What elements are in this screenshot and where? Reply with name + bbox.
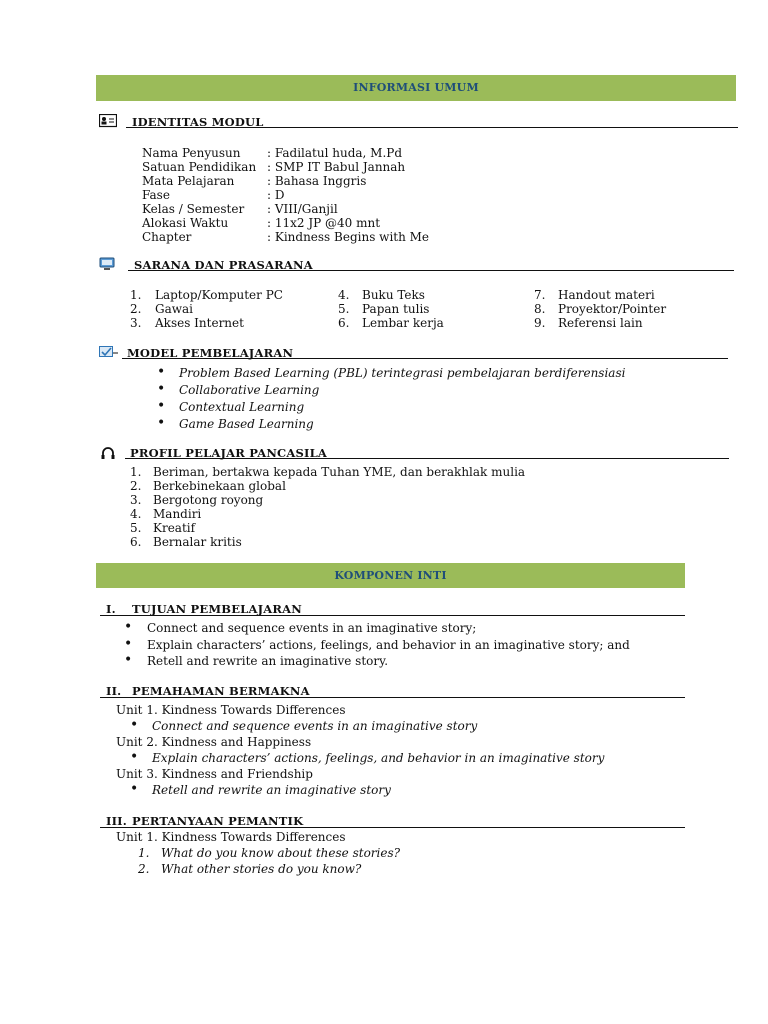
bullet-icon: • (157, 364, 166, 380)
list-item: Bergotong royong (153, 493, 264, 507)
list-num: 6. (130, 535, 142, 549)
id-card-icon (99, 114, 117, 131)
bullet-icon: • (124, 636, 133, 652)
list-item: Handout materi (558, 288, 655, 302)
list-num: 9. (534, 316, 546, 330)
identitas-rule (126, 127, 738, 128)
headphones-icon (101, 446, 115, 463)
list-item: Game Based Learning (179, 417, 314, 431)
unit-heading: Unit 1. Kindness Towards Differences (116, 830, 346, 844)
pertanyaan-num: III. (106, 814, 127, 828)
unit-heading: Unit 1. Kindness Towards Differences (116, 703, 346, 717)
list-num: 2. (130, 479, 142, 493)
tujuan-rule (100, 615, 685, 616)
list-num: 8. (534, 302, 546, 316)
komponen-inti-banner (96, 563, 685, 588)
identitas-value: : Bahasa Inggris (267, 174, 367, 188)
computer-icon (99, 257, 115, 274)
list-item: What do you know about these stories? (161, 846, 401, 860)
model-title: MODEL PEMBELAJARAN (127, 346, 294, 360)
list-num: 2. (130, 302, 142, 316)
list-item: Explain characters’ actions, feelings, and behavior in an imaginative story (152, 751, 605, 765)
list-item: Referensi lain (558, 316, 643, 330)
list-item: Bernalar kritis (153, 535, 242, 549)
identitas-value: : SMP IT Babul Jannah (267, 160, 406, 174)
identitas-value: : Kindness Begins with Me (267, 230, 430, 244)
identitas-label: Fase (142, 188, 170, 202)
bullet-icon: • (157, 381, 166, 397)
bullet-icon: • (157, 398, 166, 414)
list-item: Kreatif (153, 521, 196, 535)
identitas-modul-title: IDENTITAS MODUL (132, 115, 264, 129)
profil-rule (125, 458, 729, 459)
list-item: Collaborative Learning (179, 383, 320, 397)
list-num: 3. (130, 316, 142, 330)
bullet-icon: • (124, 619, 133, 635)
bullet-icon: • (130, 717, 139, 733)
identitas-value: : D (267, 188, 285, 202)
list-num: 5. (338, 302, 350, 316)
checklist-icon (99, 344, 119, 361)
list-item: Retell and rewrite an imaginative story. (147, 654, 389, 668)
pemahaman-rule (100, 697, 685, 698)
list-item: Gawai (155, 302, 194, 316)
identitas-label: Nama Penyusun (142, 146, 241, 160)
list-item: Papan tulis (362, 302, 430, 316)
identitas-label: Chapter (142, 230, 192, 244)
profil-title: PROFIL PELAJAR PANCASILA (130, 446, 328, 460)
tujuan-title: TUJUAN PEMBELAJARAN (132, 602, 302, 616)
list-item: Retell and rewrite an imaginative story (152, 783, 391, 797)
list-num: 1. (138, 846, 150, 860)
unit-heading: Unit 3. Kindness and Friendship (116, 767, 313, 781)
informasi-umum-banner (96, 75, 736, 101)
list-item: Laptop/Komputer PC (155, 288, 283, 302)
identitas-label: Kelas / Semester (142, 202, 245, 216)
list-num: 4. (130, 507, 142, 521)
list-item: Beriman, bertakwa kepada Tuhan YME, dan berakhlak mulia (153, 465, 526, 479)
list-num: 5. (130, 521, 142, 535)
identitas-value: : VIII/Ganjil (267, 202, 338, 216)
list-num: 3. (130, 493, 142, 507)
list-num: 1. (130, 288, 142, 302)
model-rule (122, 358, 728, 359)
list-item: Buku Teks (362, 288, 425, 302)
list-num: 4. (338, 288, 350, 302)
identitas-label: Alokasi Waktu (142, 216, 229, 230)
bullet-icon: • (130, 749, 139, 765)
identitas-label: Mata Pelajaran (142, 174, 235, 188)
identitas-value: : 11x2 JP @40 mnt (267, 216, 381, 230)
pertanyaan-rule (100, 827, 685, 828)
list-item: Lembar kerja (362, 316, 444, 330)
identitas-value: : Fadilatul huda, M.Pd (267, 146, 403, 160)
bullet-icon: • (124, 652, 133, 668)
komponen-inti-title: KOMPONEN INTI (334, 569, 447, 582)
list-item: Akses Internet (155, 316, 244, 330)
tujuan-num: I. (106, 602, 116, 616)
bullet-icon: • (130, 781, 139, 797)
list-item: Connect and sequence events in an imaginative story (152, 719, 478, 733)
list-item: Connect and sequence events in an imaginative story; (147, 621, 477, 635)
pemahaman-num: II. (106, 684, 122, 698)
list-item: Problem Based Learning (PBL) terintegrasi pembelajaran berdiferensiasi (179, 366, 626, 380)
sarana-title: SARANA DAN PRASARANA (134, 258, 313, 272)
pemahaman-title: PEMAHAMAN BERMAKNA (132, 684, 310, 698)
sarana-rule (128, 270, 734, 271)
list-item: Berkebinekaan global (153, 479, 286, 493)
list-item: Explain characters’ actions, feelings, and behavior in an imaginative story; and (147, 638, 630, 652)
list-num: 1. (130, 465, 142, 479)
unit-heading: Unit 2. Kindness and Happiness (116, 735, 312, 749)
list-item: What other stories do you know? (161, 862, 362, 876)
list-item: Proyektor/Pointer (558, 302, 667, 316)
list-item: Mandiri (153, 507, 202, 521)
bullet-icon: • (157, 415, 166, 431)
list-num: 6. (338, 316, 350, 330)
pertanyaan-title: PERTANYAAN PEMANTIK (132, 814, 304, 828)
identitas-label: Satuan Pendidikan (142, 160, 257, 174)
informasi-umum-title: INFORMASI UMUM (353, 81, 479, 94)
list-item: Contextual Learning (179, 400, 305, 414)
list-num: 2. (138, 862, 150, 876)
list-num: 7. (534, 288, 546, 302)
